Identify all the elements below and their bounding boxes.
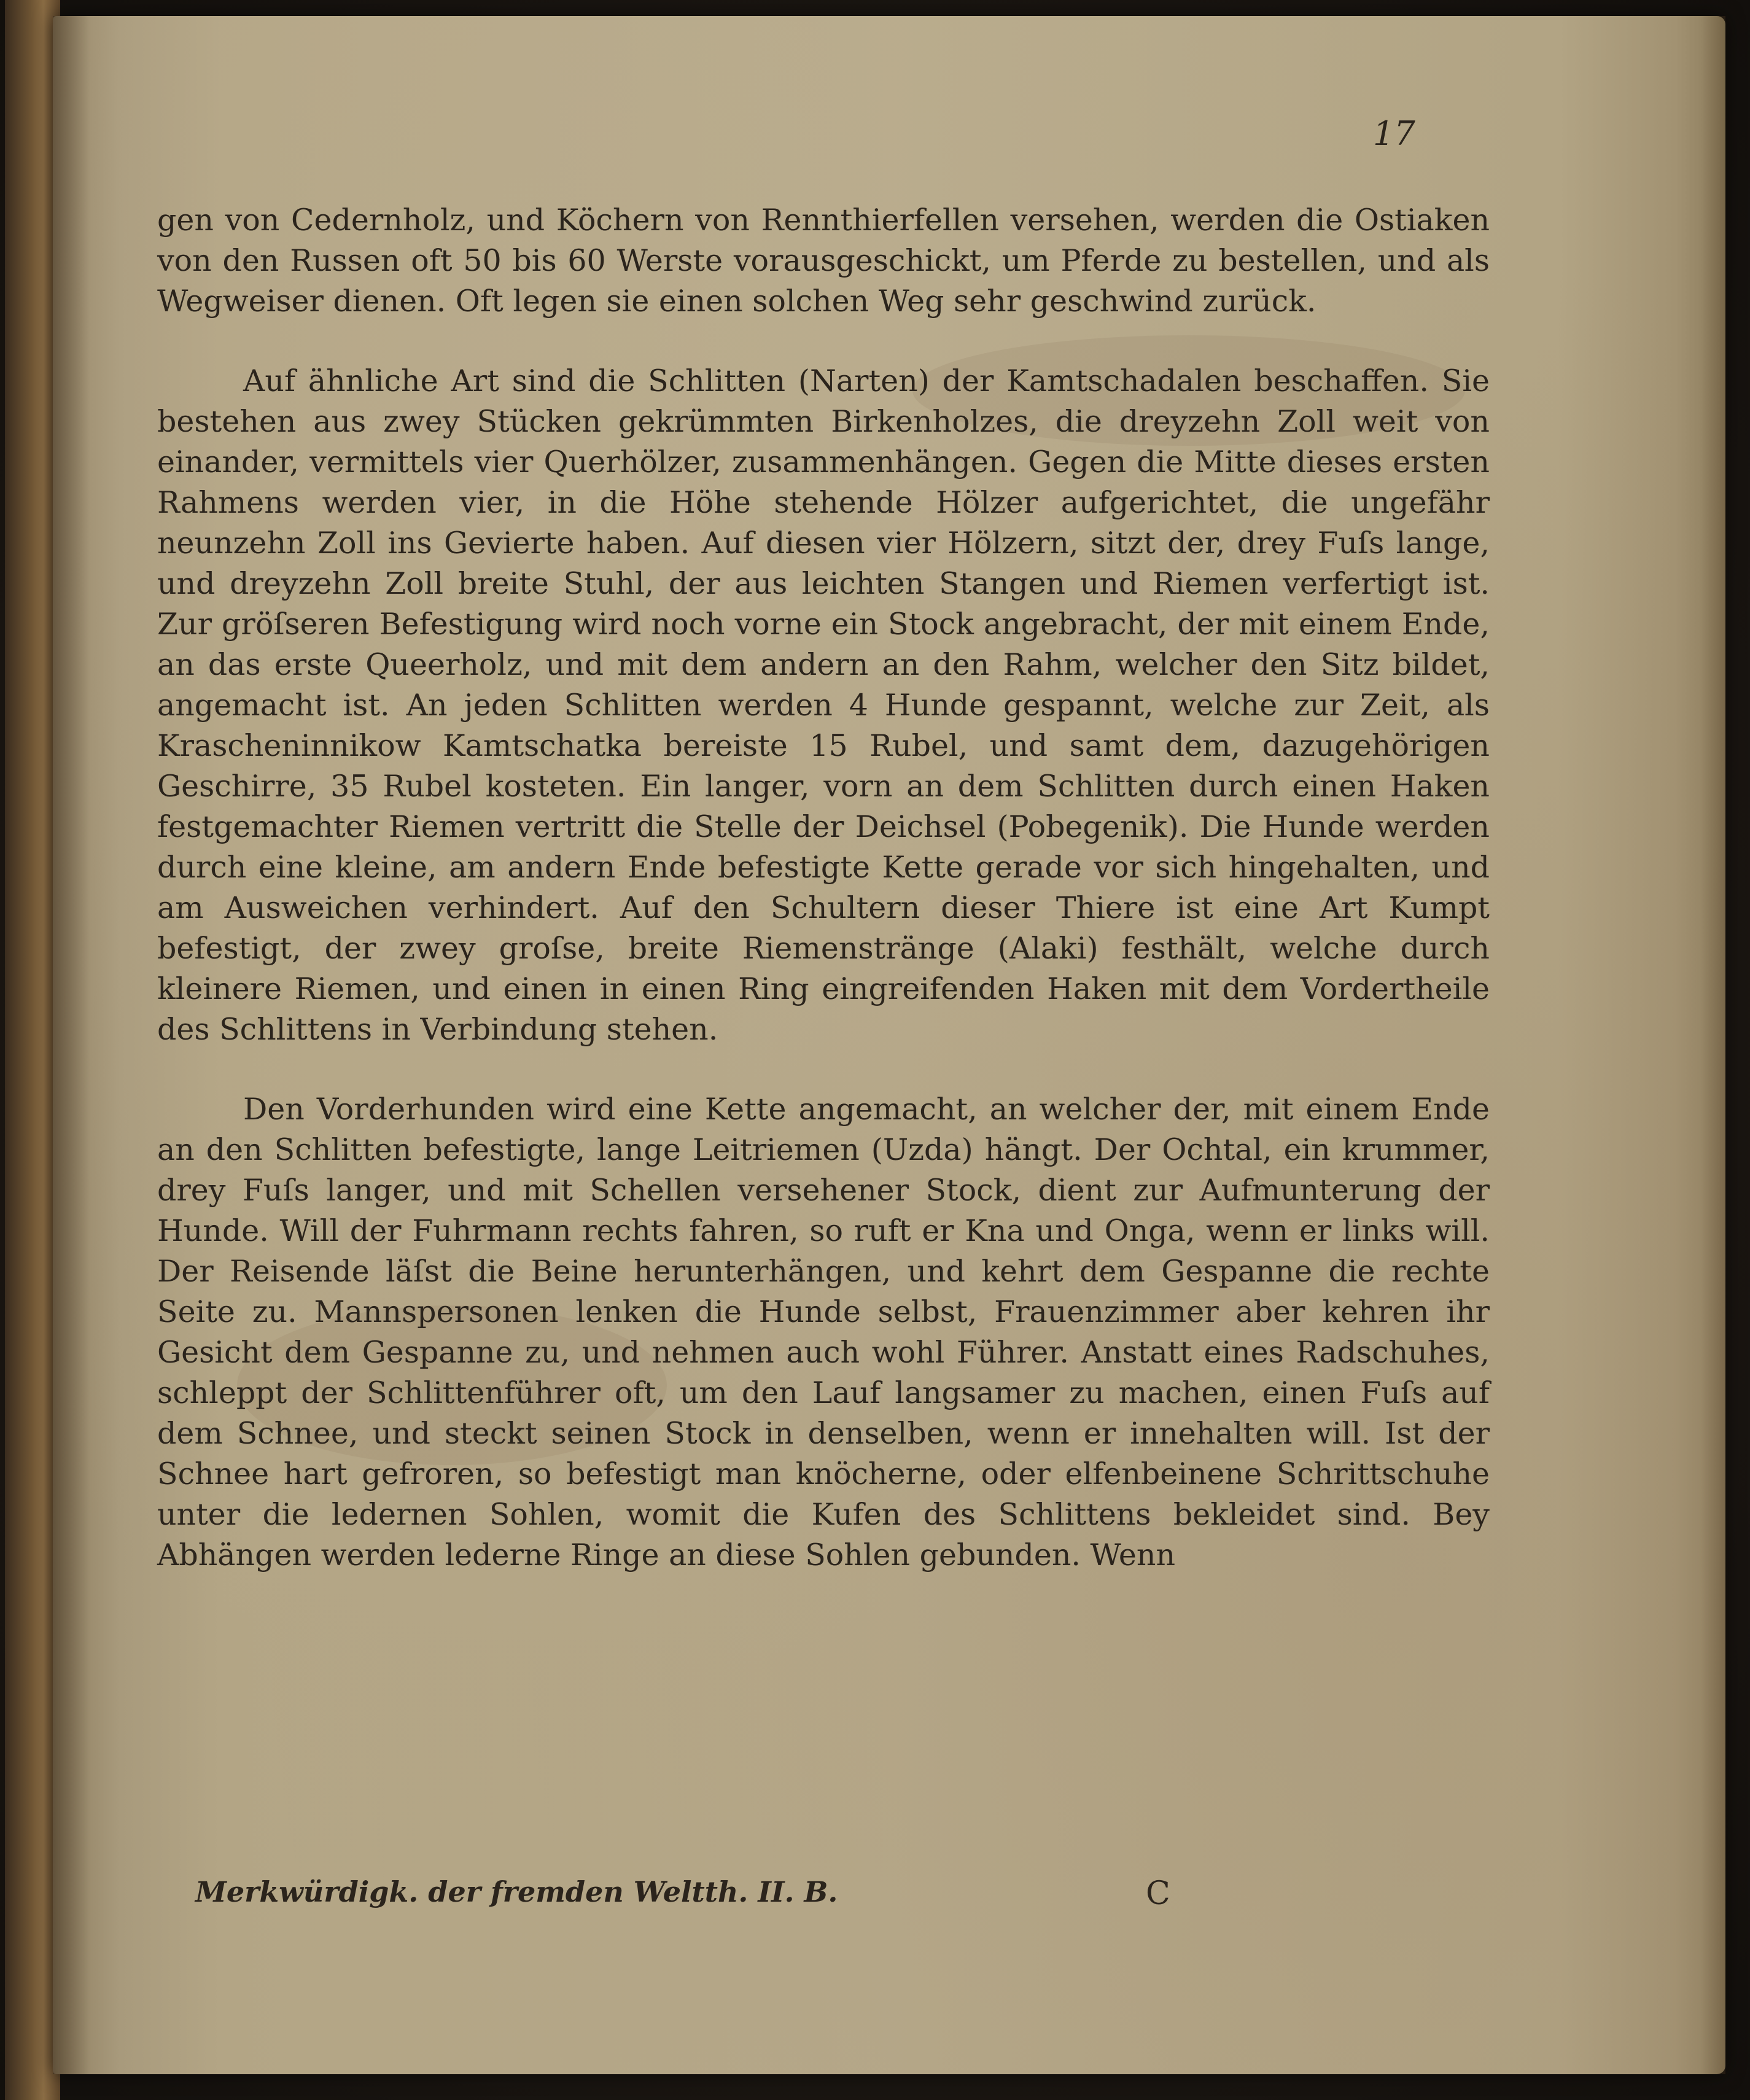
book-binding-edge	[5, 0, 60, 2100]
page-right-edge	[1701, 16, 1725, 2074]
footer-running-title: Merkwürdigk. der fremden Weltth. II. B.	[195, 1875, 838, 1908]
page-number: 17	[1373, 114, 1415, 153]
paragraph-3: Den Vorderhunden wird eine Kette angemacht, an welcher der, mit einem Ende an den Schlitten befestigte, lange Leitriemen (Uzda) hängt. Der Ochtal, ein krummer, drey Fuſs langer, und mit Schellen versehener Stock, dient zur Aufmunterung der Hunde. Will der Fuhrmann rechts fahren, so ruft er Kna und Onga, wenn er links will. Der Reisende läſst die Beine herunterhängen, und kehrt dem Gespanne die rechte Seite zu. Mannspersonen lenken die Hunde selbst, Frauenzimmer aber kehren ihr Gesicht dem Gespanne zu, und nehmen auch wohl Führer. Anstatt eines Radschuhes, schleppt der Schlittenführer oft, um den Lauf langsamer zu machen, einen Fuſs auf dem Schnee, und steckt seinen Stock in denselben, wenn er innehalten will. Ist der Schnee hart gefroren, so befestigt man knöcherne, oder elfenbeinene Schrittschuhe unter die ledernen Sohlen, womit die Kufen des Schlittens bekleidet sind. Bey Abhängen werden lederne Ringe an diese Sohlen gebunden. Wenn	[157, 1092, 1490, 1573]
page-gutter-shadow	[53, 16, 90, 2074]
body-text	[157, 200, 1490, 1615]
signature-mark: C	[1146, 1875, 1170, 1912]
paragraph-2: Auf ähnliche Art sind die Schlitten (Narten) der Kamtschadalen beschaffen. Sie bestehen aus zwey Stücken gekrümmten Birkenholzes, die dreyzehn Zoll weit von einander, vermittels vier Querhölzer, zusammenhängen. Gegen die Mitte dieses ersten Rahmens werden vier, in die Höhe stehende Hölzer aufgerichtet, die ungefähr neunzehn Zoll ins Gevierte haben. Auf diesen vier Hölzern, sitzt der, drey Fuſs lange, und dreyzehn Zoll breite Stuhl, der aus leichten Stangen und Riemen verfertigt ist. Zur gröſseren Befestigung wird noch vorne ein Stock angebracht, der mit einem Ende, an das erste Queerholz, und mit dem andern an den Rahm, welcher den Sitz bildet, angemacht ist. An jeden Schlitten werden 4 Hunde gespannt, welche zur Zeit, als Krascheninnikow Kamtschatka bereiste 15 Rubel, und samt dem, dazugehörigen Geschirre, 35 Rubel kosteten. Ein langer, vorn an dem Schlitten durch einen Haken festgemachter Riemen vertritt die Stelle der Deichsel (Pobegenik). Die Hunde werden durch eine kleine, am andern Ende befestigte Kette gerade vor sich hingehalten, und am Ausweichen verhindert. Auf den Schultern dieser Thiere ist eine Art Kumpt befestigt, der zwey groſse, breite Riemenstränge (Alaki) festhält, welche durch kleinere Riemen, und einen in einen Ring eingreifenden Haken mit dem Vordertheile des Schlittens in Verbindung stehen.	[157, 364, 1490, 1047]
paragraph-1: gen von Cedernholz, und Köchern von Rennthierfellen versehen, werden die Ostiaken von den Russen oft 50 bis 60 Werste vorausgeschickt, um Pferde zu bestellen, und als Wegweiser dienen. Oft legen sie einen solchen Weg sehr geschwind zurück.	[157, 203, 1490, 319]
book-page	[53, 16, 1725, 2074]
